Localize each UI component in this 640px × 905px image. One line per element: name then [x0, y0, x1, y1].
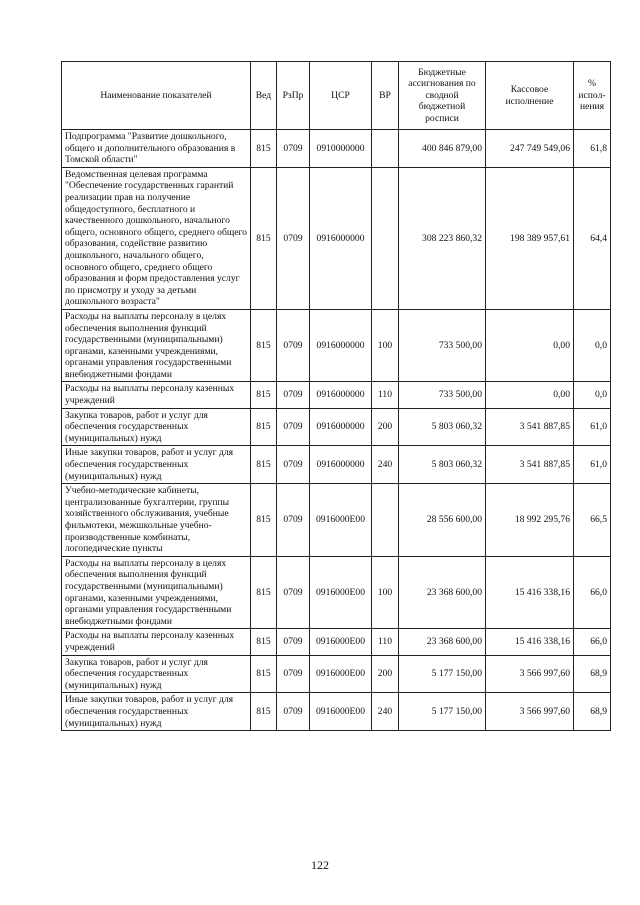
cell-name: Расходы на выплаты персоналу в целях обеспечения выполнения функций государственными (муниципальными) органами, казенными учреждениями, органами управления государственными внебюджетными фондами [62, 309, 251, 382]
cell-rzpr: 0709 [277, 446, 310, 484]
cell-budget: 5 177 150,00 [399, 693, 486, 731]
cell-rzpr: 0709 [277, 382, 310, 408]
cell-rzpr: 0709 [277, 167, 310, 309]
cell-budget: 308 223 860,32 [399, 167, 486, 309]
cell-ved: 815 [251, 629, 277, 655]
cell-csr: 0916000Е00 [310, 655, 372, 693]
table-body [62, 130, 611, 731]
cell-budget: 733 500,00 [399, 382, 486, 408]
header-vr: ВР [372, 62, 399, 130]
cell-vr [372, 484, 399, 557]
cell-percent: 66,5 [574, 484, 611, 557]
cell-csr: 0916000000 [310, 309, 372, 382]
cell-rzpr: 0709 [277, 309, 310, 382]
cell-ved: 815 [251, 130, 277, 168]
cell-cash: 15 416 338,16 [486, 556, 574, 629]
cell-vr [372, 167, 399, 309]
cell-name: Подпрограмма "Развитие дошкольного, общего и дополнительного образования в Томской области" [62, 130, 251, 168]
cell-csr: 0916000Е00 [310, 484, 372, 557]
header-budget: Бюджетные ассигнования по сводной бюджетной росписи [399, 62, 486, 130]
cell-cash: 18 992 295,76 [486, 484, 574, 557]
cell-percent: 66,0 [574, 556, 611, 629]
table-header-row [62, 62, 611, 130]
cell-name: Расходы на выплаты персоналу казенных учреждений [62, 382, 251, 408]
header-rzpr: РзПр [277, 62, 310, 130]
cell-rzpr: 0709 [277, 556, 310, 629]
cell-csr: 0916000000 [310, 382, 372, 408]
cell-budget: 23 368 600,00 [399, 556, 486, 629]
cell-budget: 5 177 150,00 [399, 655, 486, 693]
cell-vr: 100 [372, 556, 399, 629]
cell-csr: 0910000000 [310, 130, 372, 168]
cell-percent: 68,9 [574, 655, 611, 693]
cell-cash: 3 541 887,85 [486, 446, 574, 484]
cell-budget: 28 556 600,00 [399, 484, 486, 557]
cell-csr: 0916000000 [310, 446, 372, 484]
cell-vr: 100 [372, 309, 399, 382]
cell-csr: 0916000000 [310, 167, 372, 309]
cell-ved: 815 [251, 382, 277, 408]
cell-rzpr: 0709 [277, 629, 310, 655]
cell-rzpr: 0709 [277, 130, 310, 168]
cell-cash: 0,00 [486, 309, 574, 382]
table-row [62, 130, 611, 168]
cell-name: Закупка товаров, работ и услуг для обеспечения государственных (муниципальных) нужд [62, 408, 251, 446]
cell-cash: 15 416 338,16 [486, 629, 574, 655]
cell-cash: 3 541 887,85 [486, 408, 574, 446]
cell-csr: 0916000Е00 [310, 556, 372, 629]
cell-vr: 110 [372, 382, 399, 408]
cell-vr: 200 [372, 655, 399, 693]
cell-cash: 247 749 549,06 [486, 130, 574, 168]
table-row [62, 629, 611, 655]
cell-ved: 815 [251, 693, 277, 731]
cell-name: Иные закупки товаров, работ и услуг для обеспечения государственных (муниципальных) нужд [62, 693, 251, 731]
cell-percent: 66,0 [574, 629, 611, 655]
cell-name: Расходы на выплаты персоналу в целях обеспечения выполнения функций государственными (муниципальными) органами, казенными учреждениями, органами управления государственными внебюджетными фондами [62, 556, 251, 629]
cell-rzpr: 0709 [277, 655, 310, 693]
header-ved: Вед [251, 62, 277, 130]
page-number: 122 [311, 858, 329, 872]
cell-ved: 815 [251, 408, 277, 446]
cell-budget: 5 803 060,32 [399, 408, 486, 446]
cell-vr: 200 [372, 408, 399, 446]
cell-ved: 815 [251, 556, 277, 629]
cell-budget: 400 846 879,00 [399, 130, 486, 168]
cell-ved: 815 [251, 309, 277, 382]
table-row [62, 484, 611, 557]
cell-csr: 0916000Е00 [310, 693, 372, 731]
cell-percent: 68,9 [574, 693, 611, 731]
cell-percent: 64,4 [574, 167, 611, 309]
cell-percent: 61,0 [574, 408, 611, 446]
table-row [62, 382, 611, 408]
cell-rzpr: 0709 [277, 408, 310, 446]
cell-percent: 0,0 [574, 309, 611, 382]
cell-csr: 0916000Е00 [310, 629, 372, 655]
cell-vr: 240 [372, 446, 399, 484]
table-row [62, 446, 611, 484]
cell-cash: 0,00 [486, 382, 574, 408]
cell-rzpr: 0709 [277, 693, 310, 731]
cell-name: Расходы на выплаты персоналу казенных учреждений [62, 629, 251, 655]
cell-ved: 815 [251, 167, 277, 309]
cell-budget: 23 368 600,00 [399, 629, 486, 655]
cell-ved: 815 [251, 484, 277, 557]
table-row [62, 556, 611, 629]
cell-percent: 0,0 [574, 382, 611, 408]
cell-percent: 61,0 [574, 446, 611, 484]
cell-cash: 198 389 957,61 [486, 167, 574, 309]
table-row [62, 167, 611, 309]
cell-csr: 0916000000 [310, 408, 372, 446]
cell-vr: 240 [372, 693, 399, 731]
cell-budget: 5 803 060,32 [399, 446, 486, 484]
cell-rzpr: 0709 [277, 484, 310, 557]
budget-execution-table [61, 61, 611, 731]
header-cash: Кассовое исполнение [486, 62, 574, 130]
cell-name: Ведомственная целевая программа "Обеспечение государственных гарантий реализации прав на получение общедоступного, бесплатного и качественного дошкольного, начального общего, основного общего, среднего общего образования, содействие развитию дошкольного, начального общего, основного общего, среднего общего образования и форм предоставления услуг по присмотру и уходу за детьми дошкольного возраста" [62, 167, 251, 309]
table-row [62, 693, 611, 731]
header-name: Наименование показателей [62, 62, 251, 130]
cell-cash: 3 566 997,60 [486, 655, 574, 693]
table-row [62, 655, 611, 693]
table-row [62, 408, 611, 446]
cell-ved: 815 [251, 655, 277, 693]
header-percent: % испол-нения [574, 62, 611, 130]
table-row [62, 309, 611, 382]
cell-vr: 110 [372, 629, 399, 655]
header-csr: ЦСР [310, 62, 372, 130]
cell-cash: 3 566 997,60 [486, 693, 574, 731]
cell-budget: 733 500,00 [399, 309, 486, 382]
cell-ved: 815 [251, 446, 277, 484]
cell-name: Закупка товаров, работ и услуг для обеспечения государственных (муниципальных) нужд [62, 655, 251, 693]
cell-name: Иные закупки товаров, работ и услуг для обеспечения государственных (муниципальных) нужд [62, 446, 251, 484]
cell-name: Учебно-методические кабинеты, централизованные бухгалтерии, группы хозяйственного обслуживания, учебные фильмотеки, межшкольные учебно-производственные комбинаты, логопедические пункты [62, 484, 251, 557]
cell-vr [372, 130, 399, 168]
cell-percent: 61,8 [574, 130, 611, 168]
